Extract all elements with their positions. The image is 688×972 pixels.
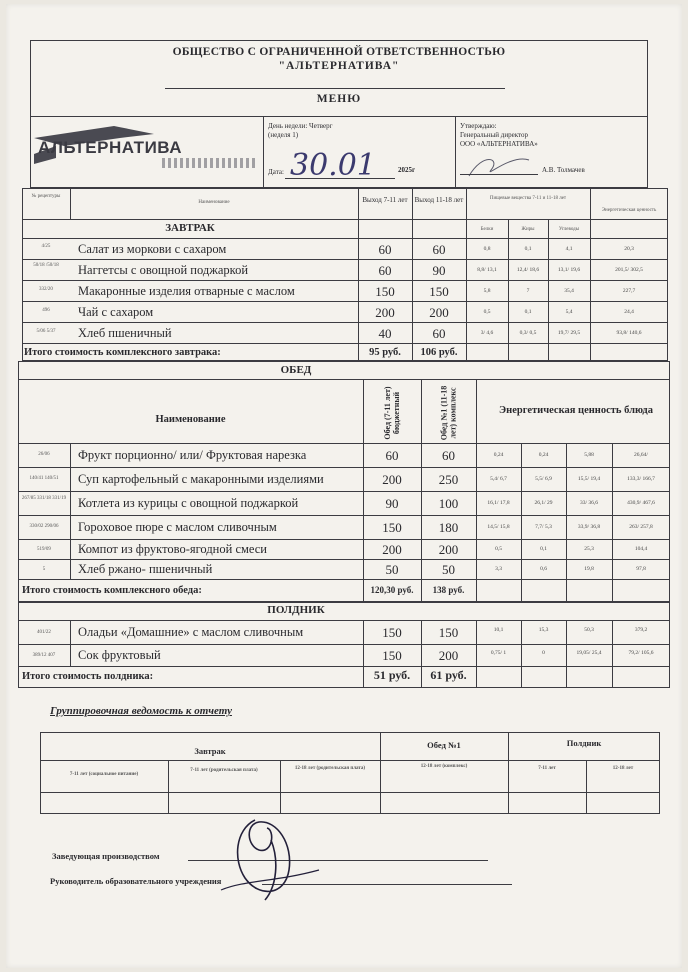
- output-7-11: 60: [378, 263, 392, 278]
- lunch-11-18: 50: [442, 562, 455, 577]
- row-line: [18, 644, 670, 645]
- head-cook-label: Заведующая производством: [52, 851, 160, 861]
- carbs: 5,88: [584, 452, 594, 458]
- breakfast-total-label: Итого стоимость комплексного завтрака:: [24, 347, 221, 358]
- dish-name: Суп картофельный с макаронными изделиями: [78, 472, 324, 486]
- energy: 201,5/ 302,5: [615, 267, 643, 273]
- row-line: [22, 238, 668, 239]
- lunch-7-11: 90: [385, 496, 399, 511]
- output-7-11: 60: [378, 242, 392, 257]
- carbs: 33,9/ 36,8: [577, 524, 601, 530]
- header-divider: [30, 116, 648, 117]
- row-line: [18, 620, 670, 621]
- energy: 379,2: [634, 627, 648, 633]
- col-protein: Белки: [480, 227, 494, 232]
- carbs: 13,1/ 19,6: [557, 267, 581, 273]
- protein: 0,5: [495, 546, 502, 552]
- report-col: 12-18 лет: [612, 766, 634, 771]
- row-line: [22, 259, 668, 260]
- day-label: День недели: Четверг: [268, 122, 333, 130]
- fat: 0,1: [524, 309, 532, 315]
- row-line: [18, 539, 670, 540]
- title-underline: [165, 88, 505, 89]
- handwritten-signature: [215, 800, 325, 915]
- fat: 7: [526, 288, 530, 294]
- dish-name: Компот из фруктово-ягодной смеси: [78, 542, 267, 556]
- carbs: 5,4: [565, 309, 573, 315]
- lunch-col-11-18: Обед №1 (11-18 лет) комплекс: [439, 385, 458, 441]
- org-name: ОБЩЕСТВО С ОГРАНИЧЕННОЙ ОТВЕТСТВЕННОСТЬЮ: [172, 46, 506, 58]
- col-line: [168, 760, 169, 814]
- section-breakfast: ЗАВТРАК: [165, 222, 215, 234]
- protein: 3,3: [495, 566, 502, 572]
- date-label: Дата:: [268, 168, 284, 176]
- fat: 0,1: [540, 546, 547, 552]
- protein: 10,1: [493, 627, 504, 633]
- col-recipe-no: № рецептуры: [31, 194, 61, 199]
- dish-name: Котлета из курицы с овощной поджаркой: [78, 496, 299, 510]
- lunch-7-11: 50: [385, 562, 399, 577]
- recipe-code: 401/22: [37, 630, 51, 635]
- fat: 0,6: [540, 566, 547, 572]
- protein: 5,4/ 6,7: [490, 476, 507, 482]
- col-line: [586, 760, 587, 814]
- row-line: [18, 666, 670, 667]
- recipe-code: 330/02 290/06: [29, 524, 59, 529]
- lunch-total-label: Итого стоимость комплексного обеда:: [22, 585, 202, 596]
- snack-11-18: 150: [438, 625, 459, 640]
- menu-title: МЕНЮ: [316, 93, 362, 105]
- report-col: 12-18 лет (комплекс): [420, 764, 468, 769]
- fat: 12,4/ 18,6: [516, 267, 540, 273]
- output-11-18: 200: [429, 305, 449, 320]
- row-line: [22, 280, 668, 281]
- row-line: [22, 301, 668, 302]
- carbs: 19,7/ 29,5: [557, 330, 581, 336]
- recipe-code: 519/09: [37, 547, 51, 552]
- protein: 14,5/ 15,8: [487, 524, 510, 530]
- lunch-11-18: 200: [438, 542, 459, 557]
- snack-total-7-11: 51 руб.: [373, 668, 411, 682]
- recipe-code: 496: [42, 308, 50, 313]
- row-line: [22, 219, 668, 220]
- col-energy: Энергетическая ценность: [601, 208, 657, 213]
- header-col-divider-2: [455, 116, 456, 188]
- recipe-code: 26/06: [38, 452, 50, 457]
- energy: 24,4: [624, 309, 634, 315]
- row-line: [18, 491, 670, 492]
- snack-7-11: 150: [382, 648, 402, 663]
- lunch-col-7-11: Обед (7-11 лет) бюджетный: [383, 386, 401, 440]
- protein: 3/ 4,6: [480, 330, 494, 336]
- recipe-code: 5/06 5/37: [36, 329, 56, 334]
- carbs: 4,1: [565, 246, 573, 252]
- lunch-7-11: 150: [382, 520, 402, 535]
- col-output-7-11: Выход 7-11 лет: [362, 196, 408, 204]
- col-name: Наименование: [198, 200, 230, 205]
- protein: 0,75/ 1: [490, 650, 507, 656]
- row-line: [18, 579, 670, 580]
- energy: 93,8/ 140,6: [616, 330, 642, 336]
- output-11-18: 90: [432, 263, 446, 278]
- row-line: [22, 343, 668, 344]
- carbs: 25,3: [584, 546, 594, 552]
- recipe-code: 140/41 140/51: [29, 476, 59, 481]
- dish-name: Оладьи «Домашние» с маслом сливочным: [78, 625, 304, 639]
- logo-text: АЛЬТЕРНАТИВА: [38, 138, 182, 157]
- protein: 0,24: [493, 452, 504, 458]
- report-title: Группировочная ведомость к отчету: [50, 705, 232, 717]
- protein: 16,1/ 17,8: [487, 500, 510, 506]
- protein: 0,5: [483, 309, 491, 315]
- lunch-11-18: 250: [438, 472, 459, 487]
- row-line: [18, 515, 670, 516]
- carbs: 15,5/ 19,4: [577, 476, 601, 482]
- energy: 133,3/ 166,7: [627, 476, 655, 482]
- lunch-col-energy: Энергетическая ценность блюда: [499, 405, 653, 416]
- protein: 8,8/ 13,1: [477, 267, 497, 273]
- dish-name: Чай с сахаром: [78, 305, 154, 319]
- approve-label: Утверждаю:: [460, 122, 497, 130]
- recipe-code: 4/25: [41, 244, 51, 249]
- dish-name: Хлеб пшеничный: [78, 326, 172, 340]
- output-11-18: 60: [432, 242, 446, 257]
- protein: 0,8: [483, 246, 491, 252]
- row-line: [18, 379, 670, 380]
- recipe-code: 332/20: [39, 287, 53, 292]
- row-line: [18, 443, 670, 444]
- section-snack: ПОЛДНИК: [267, 604, 325, 616]
- lunch-11-18: 180: [438, 520, 459, 535]
- energy: 26,64/: [634, 452, 648, 458]
- dish-name: Хлеб ржано- пшеничный: [78, 562, 213, 576]
- approve-name: А.В. Толмачев: [542, 166, 585, 174]
- col-line: [612, 443, 613, 602]
- report-col: 12-18 лет (родительская плата): [294, 766, 366, 771]
- year-label: 2025г: [398, 166, 416, 174]
- row-line: [22, 322, 668, 323]
- dish-name: Гороховое пюре с маслом сливочным: [78, 520, 277, 534]
- energy: 104,4: [634, 546, 648, 552]
- signature-line: [460, 174, 538, 175]
- fat: 0: [542, 650, 545, 656]
- col-nutrients: Пищевые вещества 7-11 и 11-18 лет: [489, 196, 567, 201]
- fat: 5,5/ 6,9: [535, 476, 552, 482]
- row-line: [18, 467, 670, 468]
- carbs: 50,3: [584, 627, 594, 633]
- date-underline: [285, 178, 395, 179]
- breakfast-total-11-18: 106 руб.: [420, 347, 458, 358]
- dish-name: Наггетсы с овощной поджаркой: [78, 263, 249, 277]
- output-11-18: 60: [432, 326, 446, 341]
- week-label: (неделя 1): [268, 131, 299, 139]
- fat: 26,1/ 29: [534, 500, 553, 506]
- col-line: [566, 443, 567, 602]
- col-line: [70, 443, 71, 579]
- lunch-total-7-11: 120,30 руб.: [370, 585, 414, 595]
- protein: 5,8: [483, 288, 491, 294]
- header-col-divider-1: [263, 116, 264, 188]
- fat: 0,24: [538, 452, 549, 458]
- fat: 0,1: [524, 246, 532, 252]
- energy: 263/ 257,8: [629, 524, 653, 530]
- recipe-code: 5: [42, 567, 46, 572]
- carbs: 19,8: [584, 566, 594, 572]
- col-fat: Жиры: [521, 227, 535, 232]
- output-7-11: 200: [375, 305, 395, 320]
- report-group-breakfast: Завтрак: [194, 746, 226, 756]
- director-signature: [465, 150, 535, 185]
- energy: 430,9/ 467,6: [627, 500, 655, 506]
- lunch-7-11: 200: [382, 472, 402, 487]
- snack-total-11-18: 61 руб.: [430, 668, 467, 682]
- company-logo: [34, 124, 260, 180]
- dish-name: Салат из моркови с сахаром: [78, 242, 227, 256]
- report-group-lunch: Обед №1: [427, 740, 461, 750]
- dish-name: Фрукт порционно/ или/ Фруктовая нарезка: [78, 448, 307, 462]
- output-11-18: 150: [429, 284, 449, 299]
- snack-7-11: 150: [382, 625, 402, 640]
- row-line: [18, 559, 670, 560]
- report-col: 7-11 лет (родительская плата): [190, 768, 258, 773]
- row-line: [40, 792, 660, 793]
- energy: 227,7: [622, 288, 636, 294]
- approve-org: ООО «АЛЬТЕРНАТИВА»: [460, 140, 538, 148]
- recipe-code: 267/85 331/18 331/19: [21, 496, 67, 501]
- report-col: 7-11 лет (социальное питание): [69, 772, 139, 777]
- output-7-11: 150: [375, 284, 395, 299]
- logo-stripes: [162, 158, 256, 168]
- row-line: [40, 760, 660, 761]
- col-line: [521, 443, 522, 602]
- energy: 20,3: [624, 246, 634, 252]
- fat: 15,3: [538, 627, 549, 633]
- recipe-code: 389/12 407: [32, 653, 56, 658]
- snack-11-18: 200: [438, 648, 459, 663]
- col-output-11-18: Выход 11-18 лет: [414, 196, 464, 204]
- org-name-quoted: "АЛЬТЕРНАТИВА": [278, 60, 400, 72]
- breakfast-total-7-11: 95 руб.: [369, 347, 401, 358]
- report-group-snack: Полдник: [566, 738, 602, 748]
- energy: 79,2/ 105,6: [628, 650, 654, 656]
- lunch-col-name: Наименование: [155, 414, 226, 425]
- col-carbs: Углеводы: [558, 227, 580, 232]
- lunch-7-11: 60: [385, 448, 399, 463]
- approve-position: Генеральный директор: [460, 131, 528, 139]
- lunch-11-18: 60: [442, 448, 455, 463]
- lunch-total-11-18: 138 руб.: [432, 585, 465, 595]
- section-lunch: ОБЕД: [280, 364, 312, 376]
- carbs: 19,05/ 25,4: [576, 650, 602, 656]
- carbs: 33/ 36,6: [579, 500, 599, 506]
- lunch-7-11: 200: [382, 542, 402, 557]
- lunch-11-18: 100: [438, 496, 459, 511]
- recipe-code: 50/18 /50/18: [33, 263, 59, 268]
- fat: 0,3/ 0,5: [519, 330, 537, 336]
- date-handwritten: 30.01: [290, 148, 376, 183]
- carbs: 35,4: [564, 288, 574, 294]
- energy: 97,8: [636, 566, 646, 572]
- director-label: Руководитель образовательного учреждения: [50, 876, 222, 886]
- col-line: [70, 620, 71, 666]
- snack-total-label: Итого стоимость полдника:: [22, 671, 154, 682]
- report-col: 7-11 лет: [538, 766, 556, 771]
- fat: 7,7/ 5,3: [535, 524, 552, 530]
- output-7-11: 40: [378, 326, 392, 341]
- dish-name: Сок фруктовый: [78, 648, 161, 662]
- dish-name: Макаронные изделия отварные с маслом: [78, 284, 295, 298]
